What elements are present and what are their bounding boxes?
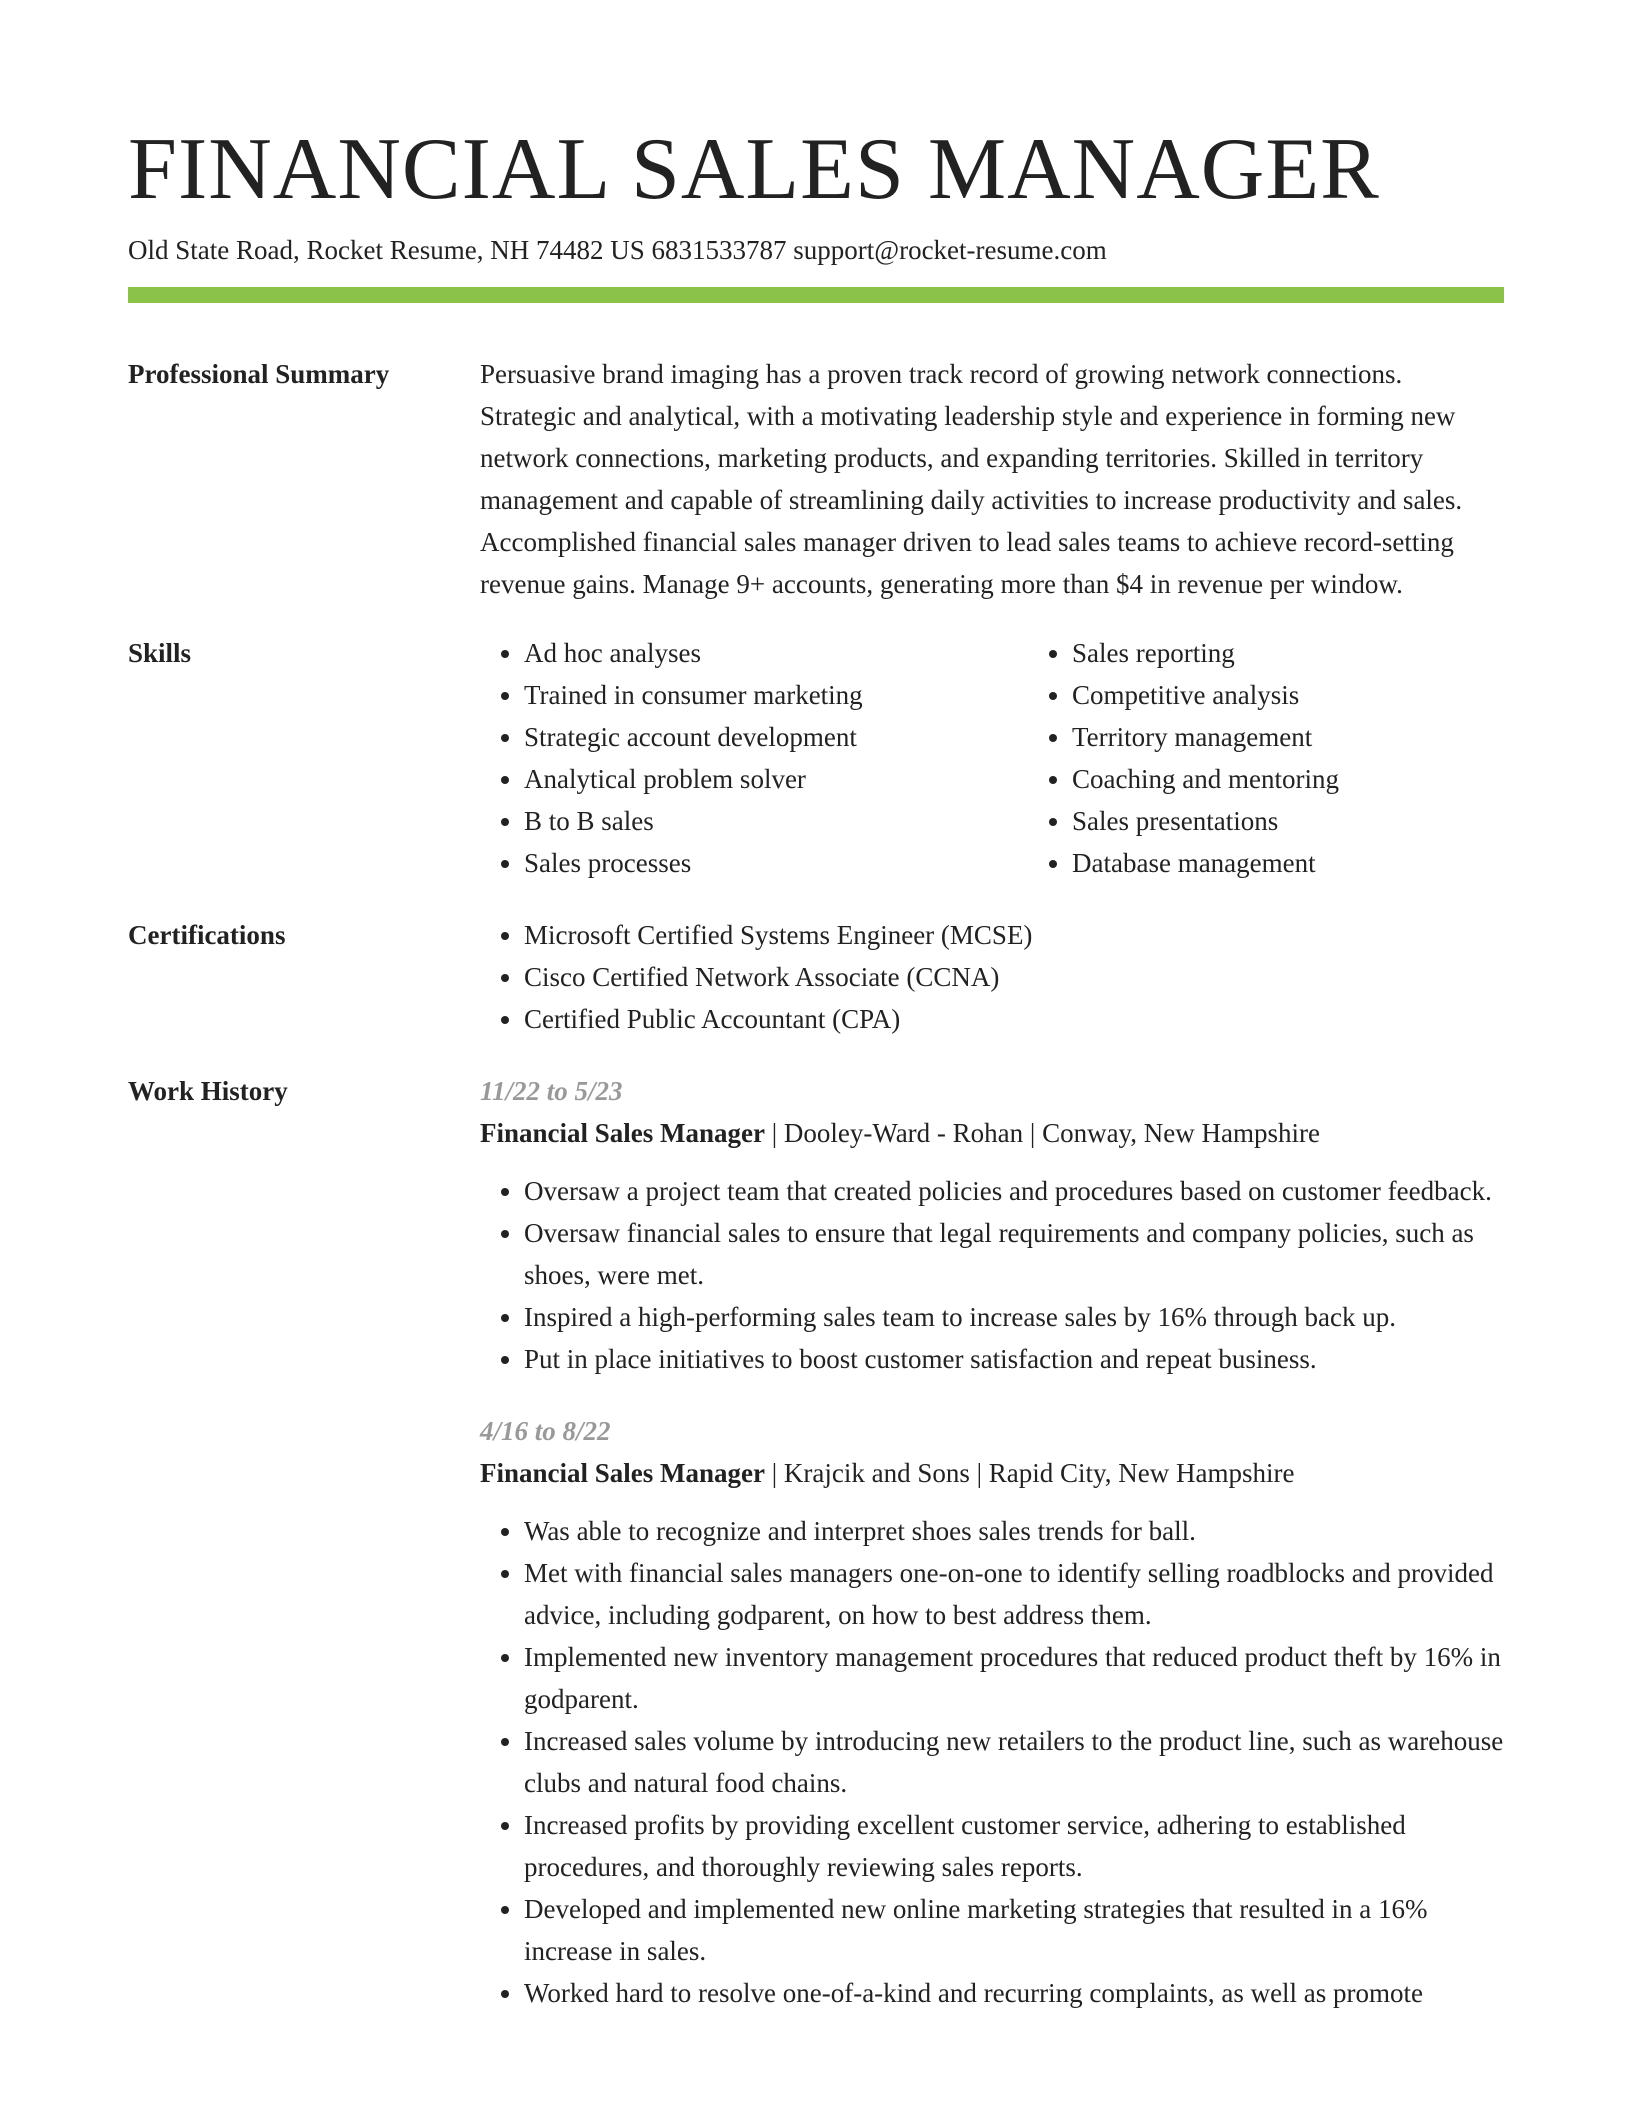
section-title-skills: Skills	[128, 638, 192, 668]
skill-item: • Coaching and mentoring	[1072, 758, 1576, 800]
skill-item: • Sales presentations	[1072, 800, 1576, 842]
skills-list-right	[1028, 632, 1576, 884]
job-bullet: • Worked hard to resolve one-of-a-kind and recurring complaints, as well as promote	[524, 1972, 1504, 2014]
certification-item: • Certified Public Accountant (CPA)	[524, 998, 1504, 1040]
skill-item: • Strategic account development	[524, 716, 1028, 758]
section-title-summary: Professional Summary	[128, 359, 390, 389]
work-history-body	[480, 1070, 1504, 2044]
section-title-certifications: Certifications	[128, 920, 286, 950]
job-dates: 4/16 to 8/22	[480, 1416, 611, 1446]
certifications-body	[480, 914, 1504, 1040]
skill-item: • Trained in consumer marketing	[524, 674, 1028, 716]
job-bullet: • Put in place initiatives to boost customer satisfaction and repeat business.	[524, 1338, 1504, 1380]
job-role: Financial Sales Manager	[480, 1118, 765, 1148]
skill-item: • Database management	[1072, 842, 1576, 884]
job-company-location: | Krajcik and Sons | Rapid City, New Hampshire	[765, 1458, 1295, 1488]
job-bullet: • Increased profits by providing excellent customer service, adhering to established procedures, and thoroughly reviewing sales reports.	[524, 1804, 1504, 1888]
job-title-line	[480, 1112, 1504, 1154]
job-bullets	[480, 1510, 1504, 2014]
job-company-location: | Dooley-Ward - Rohan | Conway, New Hampshire	[765, 1118, 1321, 1148]
job-bullet: • Was able to recognize and interpret shoes sales trends for ball.	[524, 1510, 1504, 1552]
header-divider	[128, 287, 1504, 303]
job-bullet: • Implemented new inventory management procedures that reduced product theft by 16% in godparent.	[524, 1636, 1504, 1720]
section-title-work-history: Work History	[128, 1076, 288, 1106]
contact-email: support@rocket-resume.com	[793, 235, 1107, 265]
job-entry	[480, 1410, 1504, 2014]
job-role: Financial Sales Manager	[480, 1458, 765, 1488]
skills-columns	[480, 632, 1576, 884]
section-certifications	[128, 914, 1504, 1040]
section-work-history	[128, 1070, 1504, 2044]
contact-address: Old State Road, Rocket Resume, NH 74482 US	[128, 235, 645, 265]
skill-item: • Sales reporting	[1072, 632, 1576, 674]
job-title-line	[480, 1452, 1504, 1494]
certifications-list	[480, 914, 1504, 1040]
job-bullets	[480, 1170, 1504, 1380]
job-bullet: • Oversaw a project team that created policies and procedures based on customer feedback.	[524, 1170, 1504, 1212]
skill-item: • Competitive analysis	[1072, 674, 1576, 716]
skill-item: • B to B sales	[524, 800, 1028, 842]
job-bullet: • Developed and implemented new online marketing strategies that resulted in a 16% increase in sales.	[524, 1888, 1504, 1972]
section-professional-summary	[128, 353, 1504, 605]
resume-name-heading: FINANCIAL SALES MANAGER	[128, 121, 1380, 218]
job-entry	[480, 1070, 1504, 1380]
skill-item: • Analytical problem solver	[524, 758, 1028, 800]
job-bullet: • Increased sales volume by introducing new retailers to the product line, such as warehouse clubs and natural food chains.	[524, 1720, 1504, 1804]
contact-line	[128, 232, 1504, 268]
job-bullet: • Met with financial sales managers one-on-one to identify selling roadblocks and provided advice, including godparent, on how to best address them.	[524, 1552, 1504, 1636]
job-bullet: • Oversaw financial sales to ensure that legal requirements and company policies, such as shoes, were met.	[524, 1212, 1504, 1296]
certification-item: • Microsoft Certified Systems Engineer (MCSE)	[524, 914, 1504, 956]
skill-item: • Territory management	[1072, 716, 1576, 758]
skills-list-left	[480, 632, 1028, 884]
skill-item: • Ad hoc analyses	[524, 632, 1028, 674]
section-skills	[128, 632, 1504, 884]
job-dates: 11/22 to 5/23	[480, 1076, 623, 1106]
certification-item: • Cisco Certified Network Associate (CCNA)	[524, 956, 1504, 998]
summary-text: Persuasive brand imaging has a proven track record of growing network connections. Strategic and analytical, with a motivating leadership style and experience in forming new network connections, marketing products, and expanding territories. Skilled in territory management and capable of streamlining daily activities to increase productivity and sales. Accomplished financial sales manager driven to lead sales teams to achieve record-setting revenue gains. Manage 9+ accounts, generating more than $4 in revenue per window.	[480, 359, 1463, 599]
skill-item: • Sales processes	[524, 842, 1028, 884]
contact-phone: 6831533787	[651, 235, 787, 265]
job-bullet: • Inspired a high-performing sales team to increase sales by 16% through back up.	[524, 1296, 1504, 1338]
resume-page	[128, 120, 1504, 2044]
